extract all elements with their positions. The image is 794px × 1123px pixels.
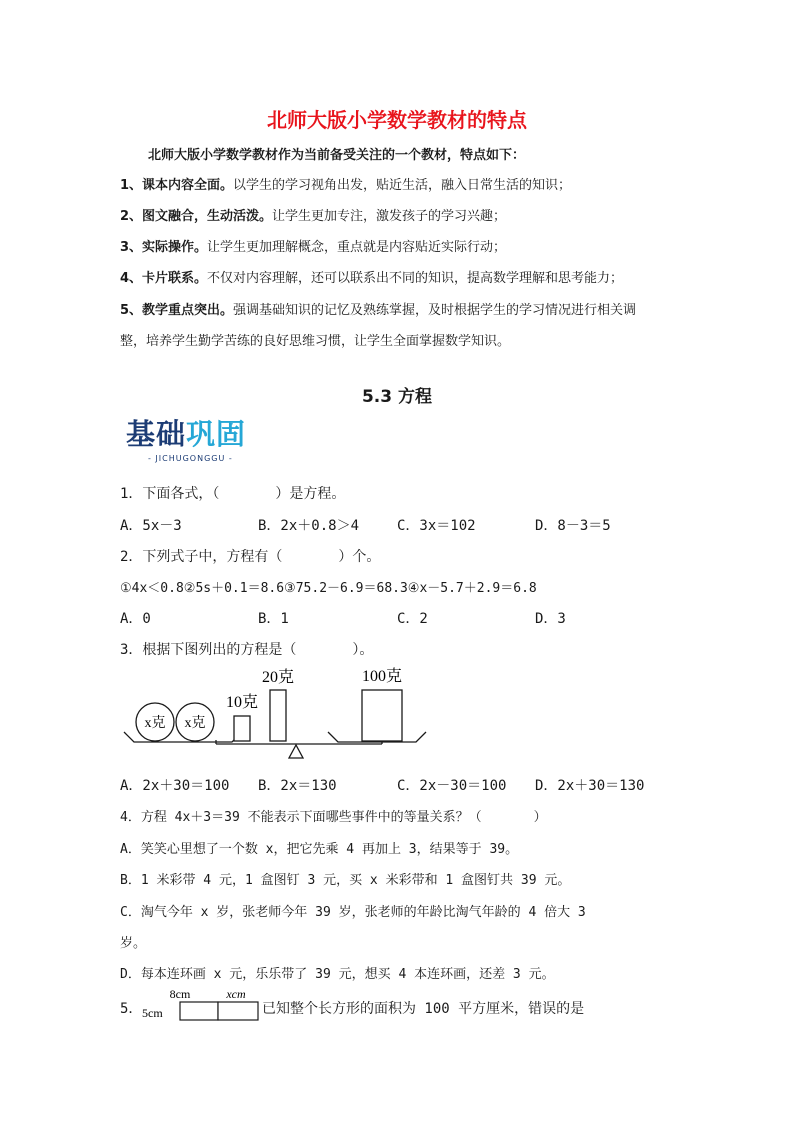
q3-option-c[interactable]: C．2x－30＝100 bbox=[397, 778, 507, 794]
feature-2: 2、图文融合，生动活泼。让学生更加专注，激发孩子的学习兴趣； bbox=[120, 209, 507, 224]
feature-4: 4、卡片联系。不仅对内容理解，还可以联系出不同的知识，提高数学理解和思考能力； bbox=[120, 271, 624, 286]
question-1-stem: 1．下面各式，（ ）是方程。 bbox=[120, 486, 346, 502]
question-2-expressions: ①4x＜0.8②5s＋0.1＝8.6③75.2－6.9＝68.3④x－5.7＋2.9＝6.8 bbox=[120, 581, 537, 596]
weight-10g-label: 10克 bbox=[225, 694, 259, 711]
question-5-text: 已知整个长方形的面积为 100 平方厘米，错误的是 bbox=[262, 1001, 585, 1017]
q1-option-a[interactable]: A．5x－3 bbox=[120, 518, 182, 534]
feature-5-continued: 整，培养学生勤学苦练的良好思维习惯，让学生全面掌握数学知识。 bbox=[120, 334, 511, 349]
question-4-stem: 4．方程 4x＋3＝39 不能表示下面哪些事件中的等量关系？（ ） bbox=[120, 810, 547, 825]
document-title: 北师大版小学数学教材的特点 bbox=[267, 108, 527, 132]
weight-100g-label: 100克 bbox=[361, 668, 403, 685]
fulcrum bbox=[289, 745, 303, 758]
rect-top-label-1: 8cm bbox=[169, 987, 191, 1001]
rect-top-label-2: xcm bbox=[226, 987, 246, 1001]
q2-option-d[interactable]: D．3 bbox=[535, 611, 566, 627]
question-5-number: 5． bbox=[120, 1001, 143, 1017]
q4-option-c[interactable]: C．淘气今年 x 岁，张老师今年 39 岁，张老师的年龄比淘气年龄的 4 倍大 3 bbox=[120, 905, 586, 920]
q4-option-c-continued: 岁。 bbox=[120, 936, 147, 951]
rect-part-2 bbox=[218, 1002, 258, 1020]
ball-2-label: x克 bbox=[184, 716, 206, 731]
q4-option-d[interactable]: D．每本连环画 x 元，乐乐带了 39 元，想买 4 本连环画，还差 3 元。 bbox=[120, 967, 555, 982]
q4-option-b[interactable]: B．1 米彩带 4 元，1 盒图钉 3 元，买 x 米彩带和 1 盒图钉共 39 元。 bbox=[120, 873, 571, 888]
ball-1-label: x克 bbox=[144, 716, 166, 731]
q3-option-d[interactable]: D．2x＋30＝130 bbox=[535, 778, 645, 794]
rectangle-figure bbox=[140, 984, 264, 1024]
rect-part-1 bbox=[180, 1002, 218, 1020]
question-2-stem: 2．下列式子中，方程有（ ）个。 bbox=[120, 549, 381, 565]
rect-side-label: 5cm bbox=[142, 1006, 163, 1020]
q1-option-b[interactable]: B．2x＋0.8＞4 bbox=[258, 518, 360, 534]
q3-option-b[interactable]: B．2x＝130 bbox=[258, 778, 337, 794]
question-3-stem: 3．根据下图列出的方程是（ ）。 bbox=[120, 642, 374, 658]
weight-100g bbox=[362, 690, 402, 741]
q2-option-b[interactable]: B．1 bbox=[258, 611, 289, 627]
feature-3: 3、实际操作。让学生更加理解概念，重点就是内容贴近实际行动； bbox=[120, 240, 507, 255]
feature-5: 5、教学重点突出。强调基础知识的记忆及熟练掌握，及时根据学生的学习情况进行相关调 bbox=[120, 303, 637, 318]
jichugonggu-logo: 基础巩固 - JICHUGONGGU - bbox=[126, 417, 247, 463]
intro-text: 北师大版小学数学教材作为当前备受关注的一个教材，特点如下： bbox=[148, 148, 526, 163]
q1-option-c[interactable]: C．3x＝102 bbox=[397, 518, 476, 534]
weight-20g bbox=[270, 690, 286, 741]
balance-scale-figure bbox=[120, 662, 440, 768]
q2-option-a[interactable]: A．0 bbox=[120, 611, 151, 627]
q3-option-a[interactable]: A．2x＋30＝100 bbox=[120, 778, 230, 794]
q2-option-c[interactable]: C．2 bbox=[397, 611, 428, 627]
q4-option-a[interactable]: A．笑笑心里想了一个数 x，把它先乘 4 再加上 3，结果等于 39。 bbox=[120, 842, 519, 857]
weight-10g bbox=[234, 716, 250, 741]
weight-20g-label: 20克 bbox=[261, 669, 295, 686]
section-title: 5.3 方程 bbox=[361, 387, 433, 407]
q1-option-d[interactable]: D．8－3＝5 bbox=[535, 518, 611, 534]
feature-1: 1、课本内容全面。以学生的学习视角出发，贴近生活，融入日常生活的知识； bbox=[120, 178, 572, 193]
